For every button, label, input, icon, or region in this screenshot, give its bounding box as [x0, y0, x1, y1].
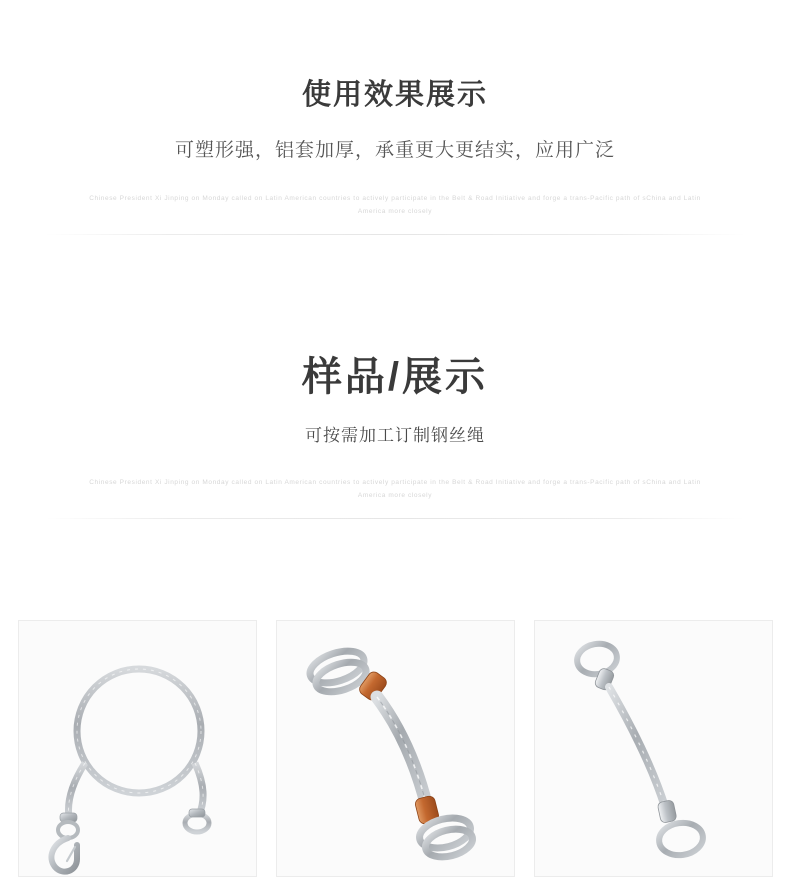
section-2-decorative-text: Chinese President Xi Jinping on Monday called on Latin American countries to actively participate in the Belt & Road Initiative and forge a trans-Pacific path of sChina and Latin America more closely [89, 478, 701, 499]
section-1-decorative-text: Chinese President Xi Jinping on Monday called on Latin American countries to actively participate in the Belt & Road Initiative and forge a trans-Pacific path of sChina and Latin America more closely [89, 194, 701, 215]
section-2-divider [45, 518, 745, 519]
section-usage-display [0, 0, 790, 235]
section-2-subtitle: 可按需加工订制钢丝绳 [305, 425, 485, 445]
wire-rope-sling-with-aluminum-ferrule-image [535, 621, 772, 876]
gallery-item-1[interactable] [18, 620, 257, 877]
product-image-gallery [0, 620, 790, 877]
section-2-title: 样品/展示 [301, 354, 489, 399]
wire-rope-loop-with-snap-hook-image [19, 621, 256, 876]
section-1-title: 使用效果展示 [301, 79, 488, 111]
gallery-item-3[interactable] [534, 620, 773, 877]
gallery-item-2[interactable] [276, 620, 515, 877]
section-sample-display [0, 235, 790, 519]
wire-rope-double-loop-copper-sleeve-image [277, 621, 514, 876]
section-1-subtitle: 可塑形强，铝套加厚，承重更大更结实，应用广泛 [174, 139, 615, 161]
